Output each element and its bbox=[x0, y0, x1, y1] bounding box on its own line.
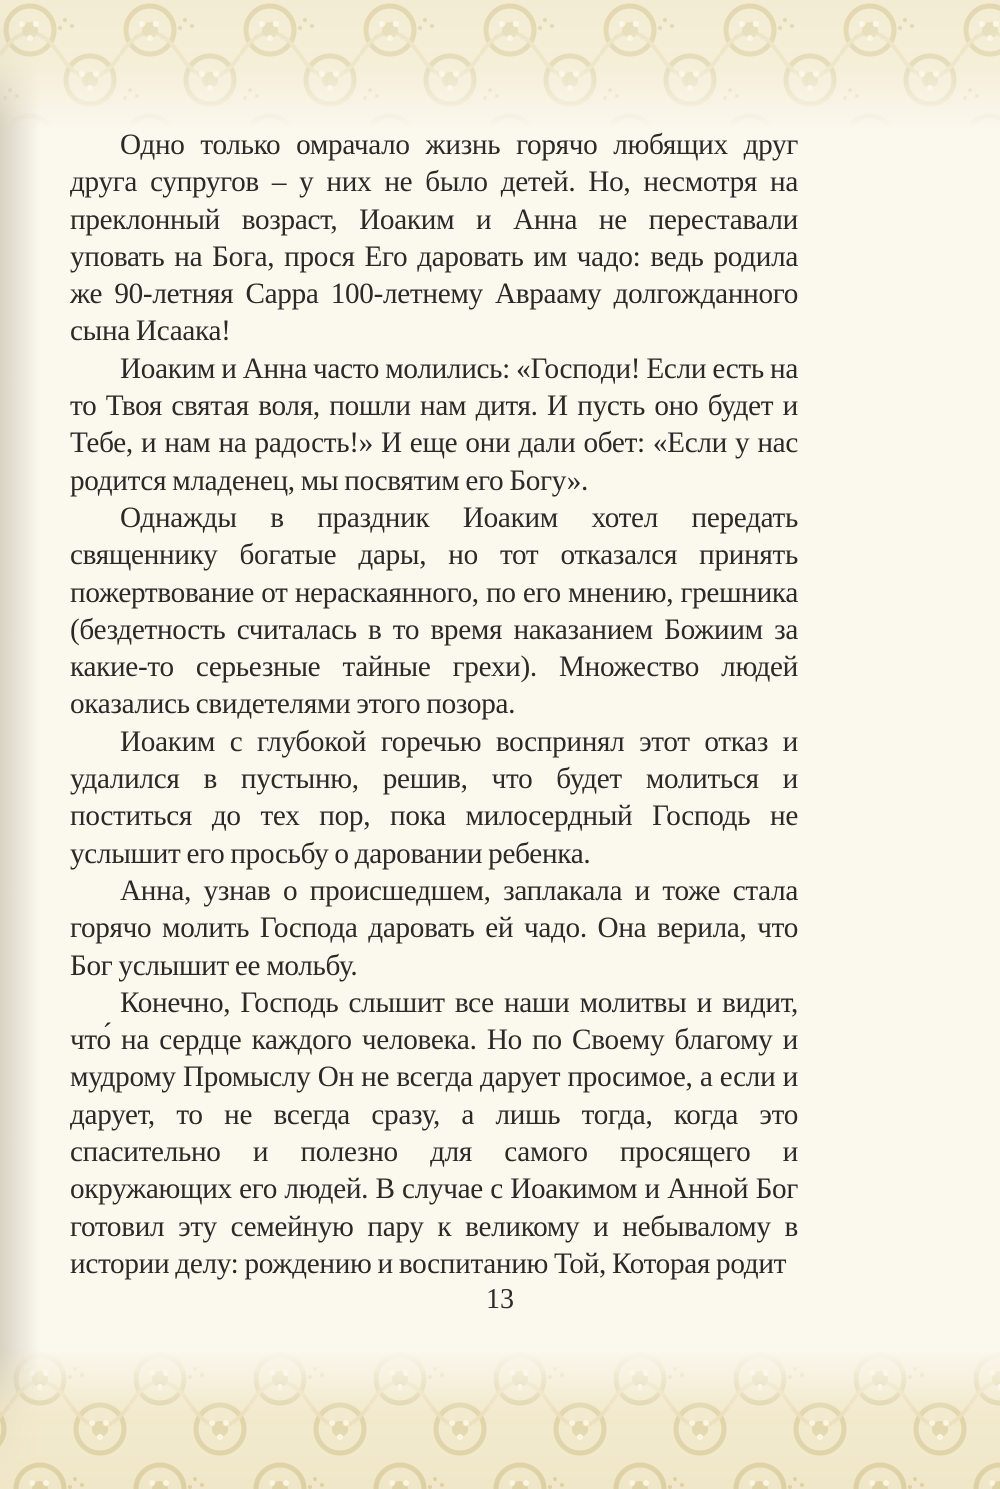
paragraph: Иоаким с глубокой горечью воспринял этот отказ и удалился в пустыню, решив, что будет молиться и поститься до тех пор, пока милосердный Господь не услышит его просьбу о даровании ребенка. bbox=[70, 725, 798, 870]
paragraph: Конечно, Господь слышит все наши молитвы и видит, что́ на сердце каждого человека. Но по Своему благому и мудрому Промыслу Он не всегда дарует просимое, а если и дарует, то не всегда сразу, а лишь тогда, когда это спасительно и полезно для самого просящего и окружающих его людей. В случае с Иоакимом и Анной Бог готовил эту семейную пару к великому и небывалому в истории делу: рождению и воспитанию Той, Которая родит bbox=[70, 986, 798, 1280]
top-ornament-border bbox=[0, 0, 1000, 130]
body-text bbox=[70, 127, 798, 1283]
bottom-ornament-border bbox=[0, 1349, 1000, 1489]
vine-ornament-icon bbox=[0, 0, 1000, 130]
vine-ornament-icon bbox=[0, 1349, 1000, 1489]
paragraph: Анна, узнав о происшедшем, заплакала и тоже стала горячо молить Господа даровать ей чадо. Она верила, что Бог услышит ее мольбу. bbox=[70, 874, 798, 982]
page-gutter-shadow bbox=[0, 0, 40, 1489]
paragraph: Одно только омрачало жизнь горячо любящих друг друга супругов – у них не было детей. Но, несмотря на преклонный возраст, Иоаким и Анна не переставали уповать на Бога, прося Его даровать им чадо: ведь родила же 90-летняя Сарра 100-летнему Аврааму долгожданного сына Исаака! bbox=[70, 129, 798, 348]
paragraph: Однажды в праздник Иоаким хотел передать священнику богатые дары, но тот отказался принять пожертвование от нераскаянного, по его мнению, грешника (бездетность считалась в то время наказанием Божиим за какие-то серьезные тайные грехи). Множество людей оказались свидетелями этого позора. bbox=[70, 501, 798, 721]
page-number: 13 bbox=[486, 1284, 514, 1315]
paragraph: Иоаким и Анна часто молились: «Господи! Если есть на то Твоя святая воля, пошли нам дитя. И пусть оно будет и Тебе, и нам на радость!» И еще они дали обет: «Если у нас родится младенец, мы посвятим его Богу». bbox=[70, 352, 798, 497]
